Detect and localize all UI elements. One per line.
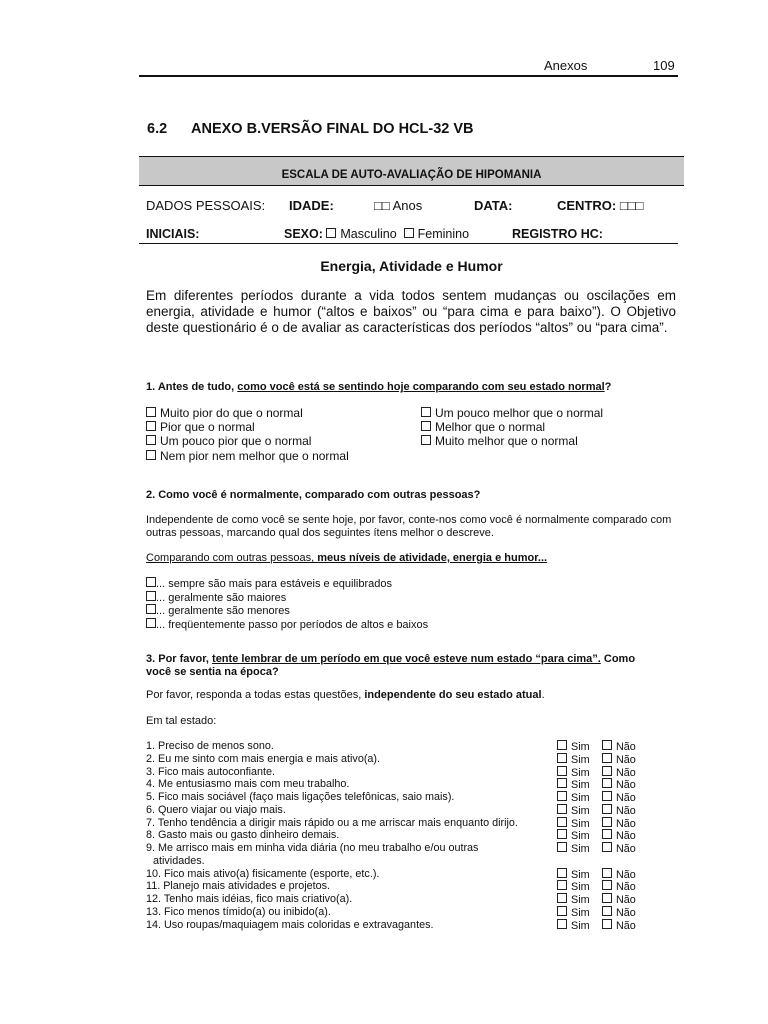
q2-option[interactable] (146, 577, 428, 591)
checkbox[interactable] (557, 880, 567, 890)
sex-male-label: Masculino (340, 227, 397, 241)
list-item (146, 880, 676, 893)
item-text: 10. Fico mais ativo(a) fisicamente (esporte, etc.). (146, 867, 380, 880)
yes-label: Sim (571, 741, 590, 753)
checkbox[interactable] (421, 407, 431, 417)
q3-suffix: Como (600, 653, 636, 665)
item-text: 9. Me arrisco mais em minha vida diária (no meu trabalho e/ou outras (146, 842, 479, 854)
list-item (146, 906, 676, 919)
question-2-title: 2. Como você é normalmente, comparado com outras pessoas? (146, 489, 481, 501)
sex-female-label: Feminino (417, 227, 470, 241)
yes-option[interactable] (557, 893, 590, 907)
q1-option[interactable] (421, 434, 603, 448)
q3-items (146, 740, 676, 931)
sex-female-checkbox[interactable] (404, 228, 414, 238)
option-label: Um pouco pior que o normal (160, 434, 312, 449)
q1-option[interactable] (146, 420, 349, 434)
item-text: 11. Planejo mais atividades e projetos. (146, 880, 331, 893)
list-item (146, 868, 676, 881)
q3-line2: você se sentia na época? (146, 665, 279, 678)
yes-option[interactable] (557, 804, 590, 818)
yes-option[interactable] (557, 842, 590, 856)
item-text: 4. Me entusiasmo mais com meu trabalho. (146, 778, 350, 791)
checkbox[interactable] (557, 766, 567, 776)
no-label: Não (616, 741, 636, 753)
age-unit: Anos (392, 198, 423, 213)
yes-option[interactable] (557, 817, 590, 831)
item-text: 14. Uso roupas/maquiagem mais coloridas e extravagantes. (146, 918, 434, 931)
date-label: DATA: (474, 198, 513, 213)
no-option[interactable] (602, 906, 636, 920)
checkbox[interactable] (146, 407, 156, 417)
option-label: Pior que o normal (160, 420, 255, 435)
q3-instruction (146, 689, 545, 702)
checkbox[interactable] (421, 421, 431, 431)
item-text: 13. Fico menos tímido(a) ou inibido(a). (146, 905, 331, 918)
q2-lead-bold: meus níveis de atividade, energia e humor... (317, 552, 548, 564)
section-heading (147, 121, 474, 137)
yes-option[interactable] (557, 880, 590, 894)
list-item (146, 778, 676, 791)
q2-lead-plain: Comparando com outras pessoas, (146, 552, 318, 564)
registry-label: REGISTRO HC: (512, 227, 603, 241)
initials-label: INICIAIS: (146, 227, 200, 241)
checkbox[interactable] (602, 791, 612, 801)
yes-option[interactable] (557, 740, 590, 754)
yes-label: Sim (571, 906, 590, 919)
option-label: Um pouco melhor que o normal (435, 406, 604, 420)
checkbox[interactable] (602, 778, 612, 788)
checkbox[interactable] (557, 868, 567, 878)
no-option[interactable] (602, 919, 636, 933)
no-label: Não (616, 868, 636, 881)
item-text: 2. Eu me sinto com mais energia e mais ativo(a). (146, 752, 381, 765)
yes-label: Sim (571, 779, 590, 792)
no-option[interactable] (602, 842, 636, 856)
q2-option[interactable] (146, 618, 428, 632)
yes-option[interactable] (557, 868, 590, 882)
option-label: Muito pior do que o normal (160, 406, 303, 420)
list-item (146, 766, 676, 779)
yes-option[interactable] (557, 906, 590, 920)
checkbox[interactable] (421, 435, 431, 445)
item-text: 7. Tenho tendência a dirigir mais rápido ou a me arriscar mais enquanto dirijo. (146, 816, 518, 829)
q3-underlined: tente lembrar de um período em que você esteve num estado “para cima”. (212, 653, 601, 665)
list-item (146, 817, 676, 830)
list-item (146, 753, 676, 766)
item-text-continued: atividades. (153, 854, 205, 867)
yes-label: Sim (571, 919, 590, 932)
checkbox[interactable] (602, 868, 612, 878)
q1-prefix: 1. Antes de tudo, (146, 381, 238, 393)
no-label: Não (616, 804, 636, 817)
no-option[interactable] (602, 868, 636, 882)
yes-option[interactable] (557, 791, 590, 805)
center-boxes[interactable]: □□□ (619, 198, 644, 213)
q3-prefix: 3. Por favor, (146, 653, 213, 665)
yes-label: Sim (571, 817, 590, 830)
yes-label: Sim (571, 753, 590, 766)
no-option[interactable] (602, 804, 636, 818)
list-item (146, 842, 676, 868)
list-item (146, 791, 676, 804)
center-label: CENTRO: (557, 198, 617, 213)
no-option[interactable] (602, 740, 636, 754)
no-label: Não (616, 830, 636, 843)
q1-suffix: ? (604, 381, 612, 393)
checkbox[interactable] (602, 919, 612, 929)
no-label: Não (616, 919, 636, 932)
checkbox[interactable] (602, 893, 612, 903)
q1-option[interactable] (146, 434, 349, 448)
sex-label: SEXO: (284, 227, 323, 241)
q1-left-options (146, 406, 349, 463)
yes-option[interactable] (557, 753, 590, 767)
header-rule (139, 75, 678, 77)
item-text: 8. Gasto mais ou gasto dinheiro demais. (146, 829, 340, 842)
center-field[interactable] (557, 198, 643, 213)
personal-data-rule (139, 243, 678, 244)
option-label: Muito melhor que o normal (435, 434, 578, 449)
yes-label: Sim (571, 843, 590, 855)
q2-options (146, 577, 428, 631)
scale-title: ESCALA DE AUTO-AVALIAÇÃO DE HIPOMANIA (281, 169, 542, 181)
list-item (146, 740, 676, 753)
q1-option[interactable] (146, 449, 349, 463)
item-text: 1. Preciso de menos sono. (146, 740, 274, 752)
checkbox[interactable] (602, 842, 612, 852)
list-item (146, 919, 676, 932)
checkbox[interactable] (146, 604, 156, 614)
question-3-title (146, 653, 681, 678)
checkbox[interactable] (146, 591, 156, 601)
no-label: Não (616, 753, 636, 766)
option-label: ... freqüentemente passo por períodos de altos e baixos (156, 618, 429, 631)
checkbox[interactable] (146, 435, 156, 445)
sex-field (284, 227, 469, 241)
checkbox[interactable] (557, 829, 567, 839)
no-label: Não (616, 894, 636, 906)
checkbox[interactable] (557, 791, 567, 801)
q1-right-options (421, 406, 603, 449)
checkbox[interactable] (602, 753, 612, 763)
yes-option[interactable] (557, 766, 590, 780)
no-option[interactable] (602, 817, 636, 831)
no-label: Não (616, 766, 636, 779)
checkbox[interactable] (557, 804, 567, 814)
list-item (146, 893, 676, 906)
no-option[interactable] (602, 880, 636, 894)
question-1-title (146, 381, 611, 393)
item-text: 3. Fico mais autoconfiante. (146, 765, 276, 778)
checkbox[interactable] (557, 753, 567, 763)
page-number: 109 (653, 58, 675, 73)
subtitle: Energia, Atividade e Humor (320, 258, 503, 274)
option-label: Melhor que o normal (435, 420, 546, 435)
no-label: Não (616, 779, 636, 792)
checkbox[interactable] (146, 618, 156, 628)
no-option[interactable] (602, 893, 636, 907)
yes-label: Sim (571, 792, 590, 804)
age-label: IDADE: (289, 198, 334, 213)
no-option[interactable] (602, 753, 636, 767)
q2-option[interactable] (146, 604, 428, 618)
q1-option[interactable] (421, 406, 603, 420)
intro-paragraph: Em diferentes períodos durante a vida todos sentem mudanças ou oscilações em energia, atividade e humor (“altos e baixos” ou “para cima e para baixo”). O Objetivo deste questionário é o de avaliar as características dos períodos “altos” ou “para cima”. (146, 288, 676, 335)
personal-data-label: DADOS PESSOAIS: (146, 198, 266, 213)
no-option[interactable] (602, 778, 636, 792)
checkbox[interactable] (146, 421, 156, 431)
no-label: Não (616, 843, 636, 855)
yes-option[interactable] (557, 778, 590, 792)
q3-instruction-plain: Por favor, responda a todas estas questões, (146, 689, 365, 701)
q2-lead (146, 552, 547, 565)
yes-label: Sim (571, 894, 590, 906)
yes-option[interactable] (557, 829, 590, 843)
checkbox[interactable] (557, 919, 567, 929)
option-label: ... sempre são mais para estáveis e equilibrados (156, 578, 393, 590)
checkbox[interactable] (557, 778, 567, 788)
list-item (146, 829, 676, 842)
option-label: Nem pior nem melhor que o normal (160, 448, 349, 463)
no-label: Não (616, 792, 636, 804)
checkbox[interactable] (557, 893, 567, 903)
no-label: Não (616, 881, 636, 894)
checkbox[interactable] (602, 817, 612, 827)
no-option[interactable] (602, 829, 636, 843)
age-boxes[interactable]: □□ (374, 198, 390, 213)
yes-label: Sim (571, 766, 590, 779)
item-text: 12. Tenho mais idéias, fico mais criativo(a). (146, 893, 353, 905)
checkbox[interactable] (146, 577, 156, 587)
checkbox[interactable] (557, 740, 567, 750)
checkbox[interactable] (602, 804, 612, 814)
age-field[interactable] (374, 198, 422, 213)
checkbox[interactable] (146, 450, 156, 460)
no-label: Não (616, 906, 636, 919)
yes-option[interactable] (557, 919, 590, 933)
option-label: ... geralmente são menores (156, 605, 290, 617)
q2-option[interactable] (146, 591, 428, 605)
yes-label: Sim (571, 804, 590, 817)
q1-option[interactable] (421, 420, 603, 434)
no-option[interactable] (602, 791, 636, 805)
checkbox[interactable] (602, 906, 612, 916)
checkbox[interactable] (602, 740, 612, 750)
yes-label: Sim (571, 868, 590, 881)
yes-label: Sim (571, 830, 590, 843)
checkbox[interactable] (557, 817, 567, 827)
section-title: ANEXO B.VERSÃO FINAL DO HCL-32 VB (191, 121, 474, 137)
q3-state-label: Em tal estado: (146, 715, 217, 727)
q3-instruction-end: . (541, 689, 545, 701)
q2-instruction: Independente de como você se sente hoje, por favor, conte-nos como você é normalmente comparado com outras pessoas, marcando qual dos seguintes ítens melhor o descreve. (146, 514, 672, 539)
checkbox[interactable] (602, 880, 612, 890)
section-number: 6.2 (147, 121, 168, 137)
list-item (146, 804, 676, 817)
q1-underlined: como você está se sentindo hoje comparando com seu estado normal (237, 381, 605, 393)
yes-label: Sim (571, 881, 590, 894)
checkbox[interactable] (602, 766, 612, 776)
option-label: ... geralmente são maiores (156, 591, 287, 604)
item-text: 5. Fico mais sociável (faço mais ligações telefônicas, saio mais). (146, 791, 455, 803)
checkbox[interactable] (557, 842, 567, 852)
item-text: 6. Quero viajar ou viajo mais. (146, 803, 286, 816)
q1-option[interactable] (146, 406, 349, 420)
sex-male-checkbox[interactable] (326, 228, 336, 238)
no-option[interactable] (602, 766, 636, 780)
checkbox[interactable] (557, 906, 567, 916)
running-header-section: Anexos (544, 58, 588, 73)
no-label: Não (616, 817, 636, 830)
q3-instruction-bold: independente do seu estado atual (364, 689, 542, 701)
checkbox[interactable] (602, 829, 612, 839)
